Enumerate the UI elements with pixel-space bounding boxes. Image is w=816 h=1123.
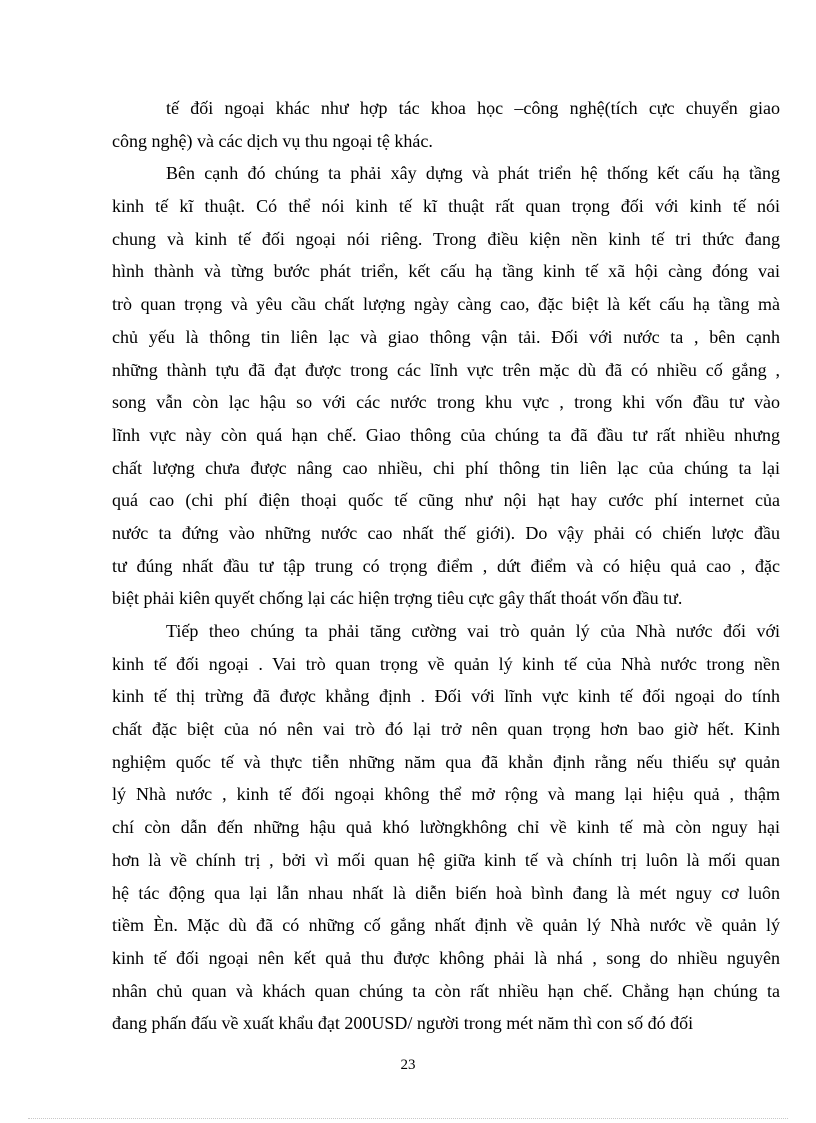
- paragraph-3: [112, 615, 780, 1040]
- paragraph-2: [112, 157, 780, 615]
- text-line: tế đối ngoại khác như hợp tác khoa học –công nghệ(tích cực chuyển giao: [166, 98, 780, 118]
- text-line: hệ tác động qua lại lẫn nhau nhất là diễn biến hoà bình đang là mét nguy cơ luôn: [112, 882, 780, 903]
- text-line: kinh tế đối ngoại nên kết quả thu được không phải là nhá , song do nhiều nguyên: [112, 947, 780, 968]
- text-line: nghiệm quốc tế và thực tiễn những năm qua đã khẳn định rằng nếu thiếu sự quản: [112, 751, 780, 772]
- text-line: tư đúng nhất đầu tư tập trung có trọng điểm , dứt điểm và có hiệu quả cao , đặc: [112, 555, 780, 576]
- page-bottom-divider: [28, 1118, 788, 1119]
- text-line: Bên cạnh đó chúng ta phải xây dựng và phát triển hệ thống kết cấu hạ tầng: [166, 163, 780, 184]
- text-line: kinh tế đối ngoại . Vai trò quan trọng về quản lý kinh tế của Nhà nước trong nền: [112, 653, 780, 674]
- text-line: hơn là về chính trị , bởi vì mối quan hệ giữa kinh tế và chính trị luôn là mối quan: [112, 849, 780, 870]
- text-line: chủ yếu là thông tin liên lạc và giao thông vận tải. Đối với nước ta , bên cạnh: [112, 326, 780, 347]
- text-line: chí còn dẫn đến những hậu quả khó lườngkhông chỉ về kinh tế mà còn nguy hại: [112, 817, 780, 838]
- text-line: song vẫn còn lạc hậu so với các nước trong khu vực , trong khi vốn đầu tư vào: [112, 392, 780, 413]
- text-line: đang phấn đấu về xuất khẩu đạt 200USD/ người trong mét năm thì con số đó đối: [112, 1013, 694, 1034]
- text-line: nhân chủ quan và khách quan chúng ta còn rất nhiều hạn chế. Chẳng hạn chúng ta: [112, 980, 780, 1001]
- text-line: những thành tựu đã đạt được trong các lĩnh vực trên mặc dù đã có nhiều cố gắng ,: [112, 359, 780, 380]
- page-number: 23: [400, 1057, 416, 1073]
- text-line: lĩnh vực này còn quá hạn chế. Giao thông của chúng ta đã đầu tư rất nhiều nhưng: [112, 424, 780, 445]
- text-line: biệt phải kiên quyết chống lại các hiện trợng tiêu cực gây thất thoát vốn đầu tư.: [112, 588, 683, 609]
- text-line: chung và kinh tế đối ngoại nói riêng. Trong điều kiện nền kinh tế tri thức đang: [112, 228, 780, 249]
- text-line: hình thành và từng bước phát triển, kết cấu hạ tầng kinh tế xã hội càng đóng vai: [112, 261, 780, 282]
- text-line: công nghệ) và các dịch vụ thu ngoại tệ khác.: [112, 130, 433, 151]
- text-line: nước ta đứng vào những nước cao nhất thế giới). Do vậy phải có chiến lược đầu: [112, 522, 780, 543]
- text-line: lý Nhà nước , kinh tế đối ngoại không thể mở rộng và mang lại hiệu quả , thậm: [112, 784, 780, 805]
- text-line: kinh tế kĩ thuật. Có thể nói kinh tế kĩ thuật rất quan trọng đối với kinh tế nói: [112, 196, 780, 217]
- text-line: tiềm Èn. Mặc dù đã có những cố gắng nhất định về quản lý Nhà nước về quản lý: [112, 915, 780, 936]
- paragraph-1: [112, 92, 780, 157]
- text-line: chất đặc biệt của nó nên vai trò đó lại trở nên quan trọng hơn bao giờ hết. Kinh: [112, 719, 780, 740]
- text-line: trò quan trọng và yêu cầu chất lượng ngày càng cao, đặc biệt là kết cấu hạ tầng mà: [112, 294, 780, 315]
- text-line: chất lượng chưa được nâng cao nhiều, chi phí thông tin liên lạc của chúng ta lại: [112, 457, 780, 478]
- document-body: [112, 92, 780, 1040]
- text-line: Tiếp theo chúng ta phải tăng cường vai trò quản lý của Nhà nước đối với: [166, 621, 780, 641]
- text-line: kinh tế thị trừng đã được khẳng định . Đối với lĩnh vực kinh tế đối ngoại do tính: [112, 686, 780, 707]
- text-line: quá cao (chi phí điện thoại quốc tế cũng như nội hạt hay cước phí internet của: [112, 490, 780, 511]
